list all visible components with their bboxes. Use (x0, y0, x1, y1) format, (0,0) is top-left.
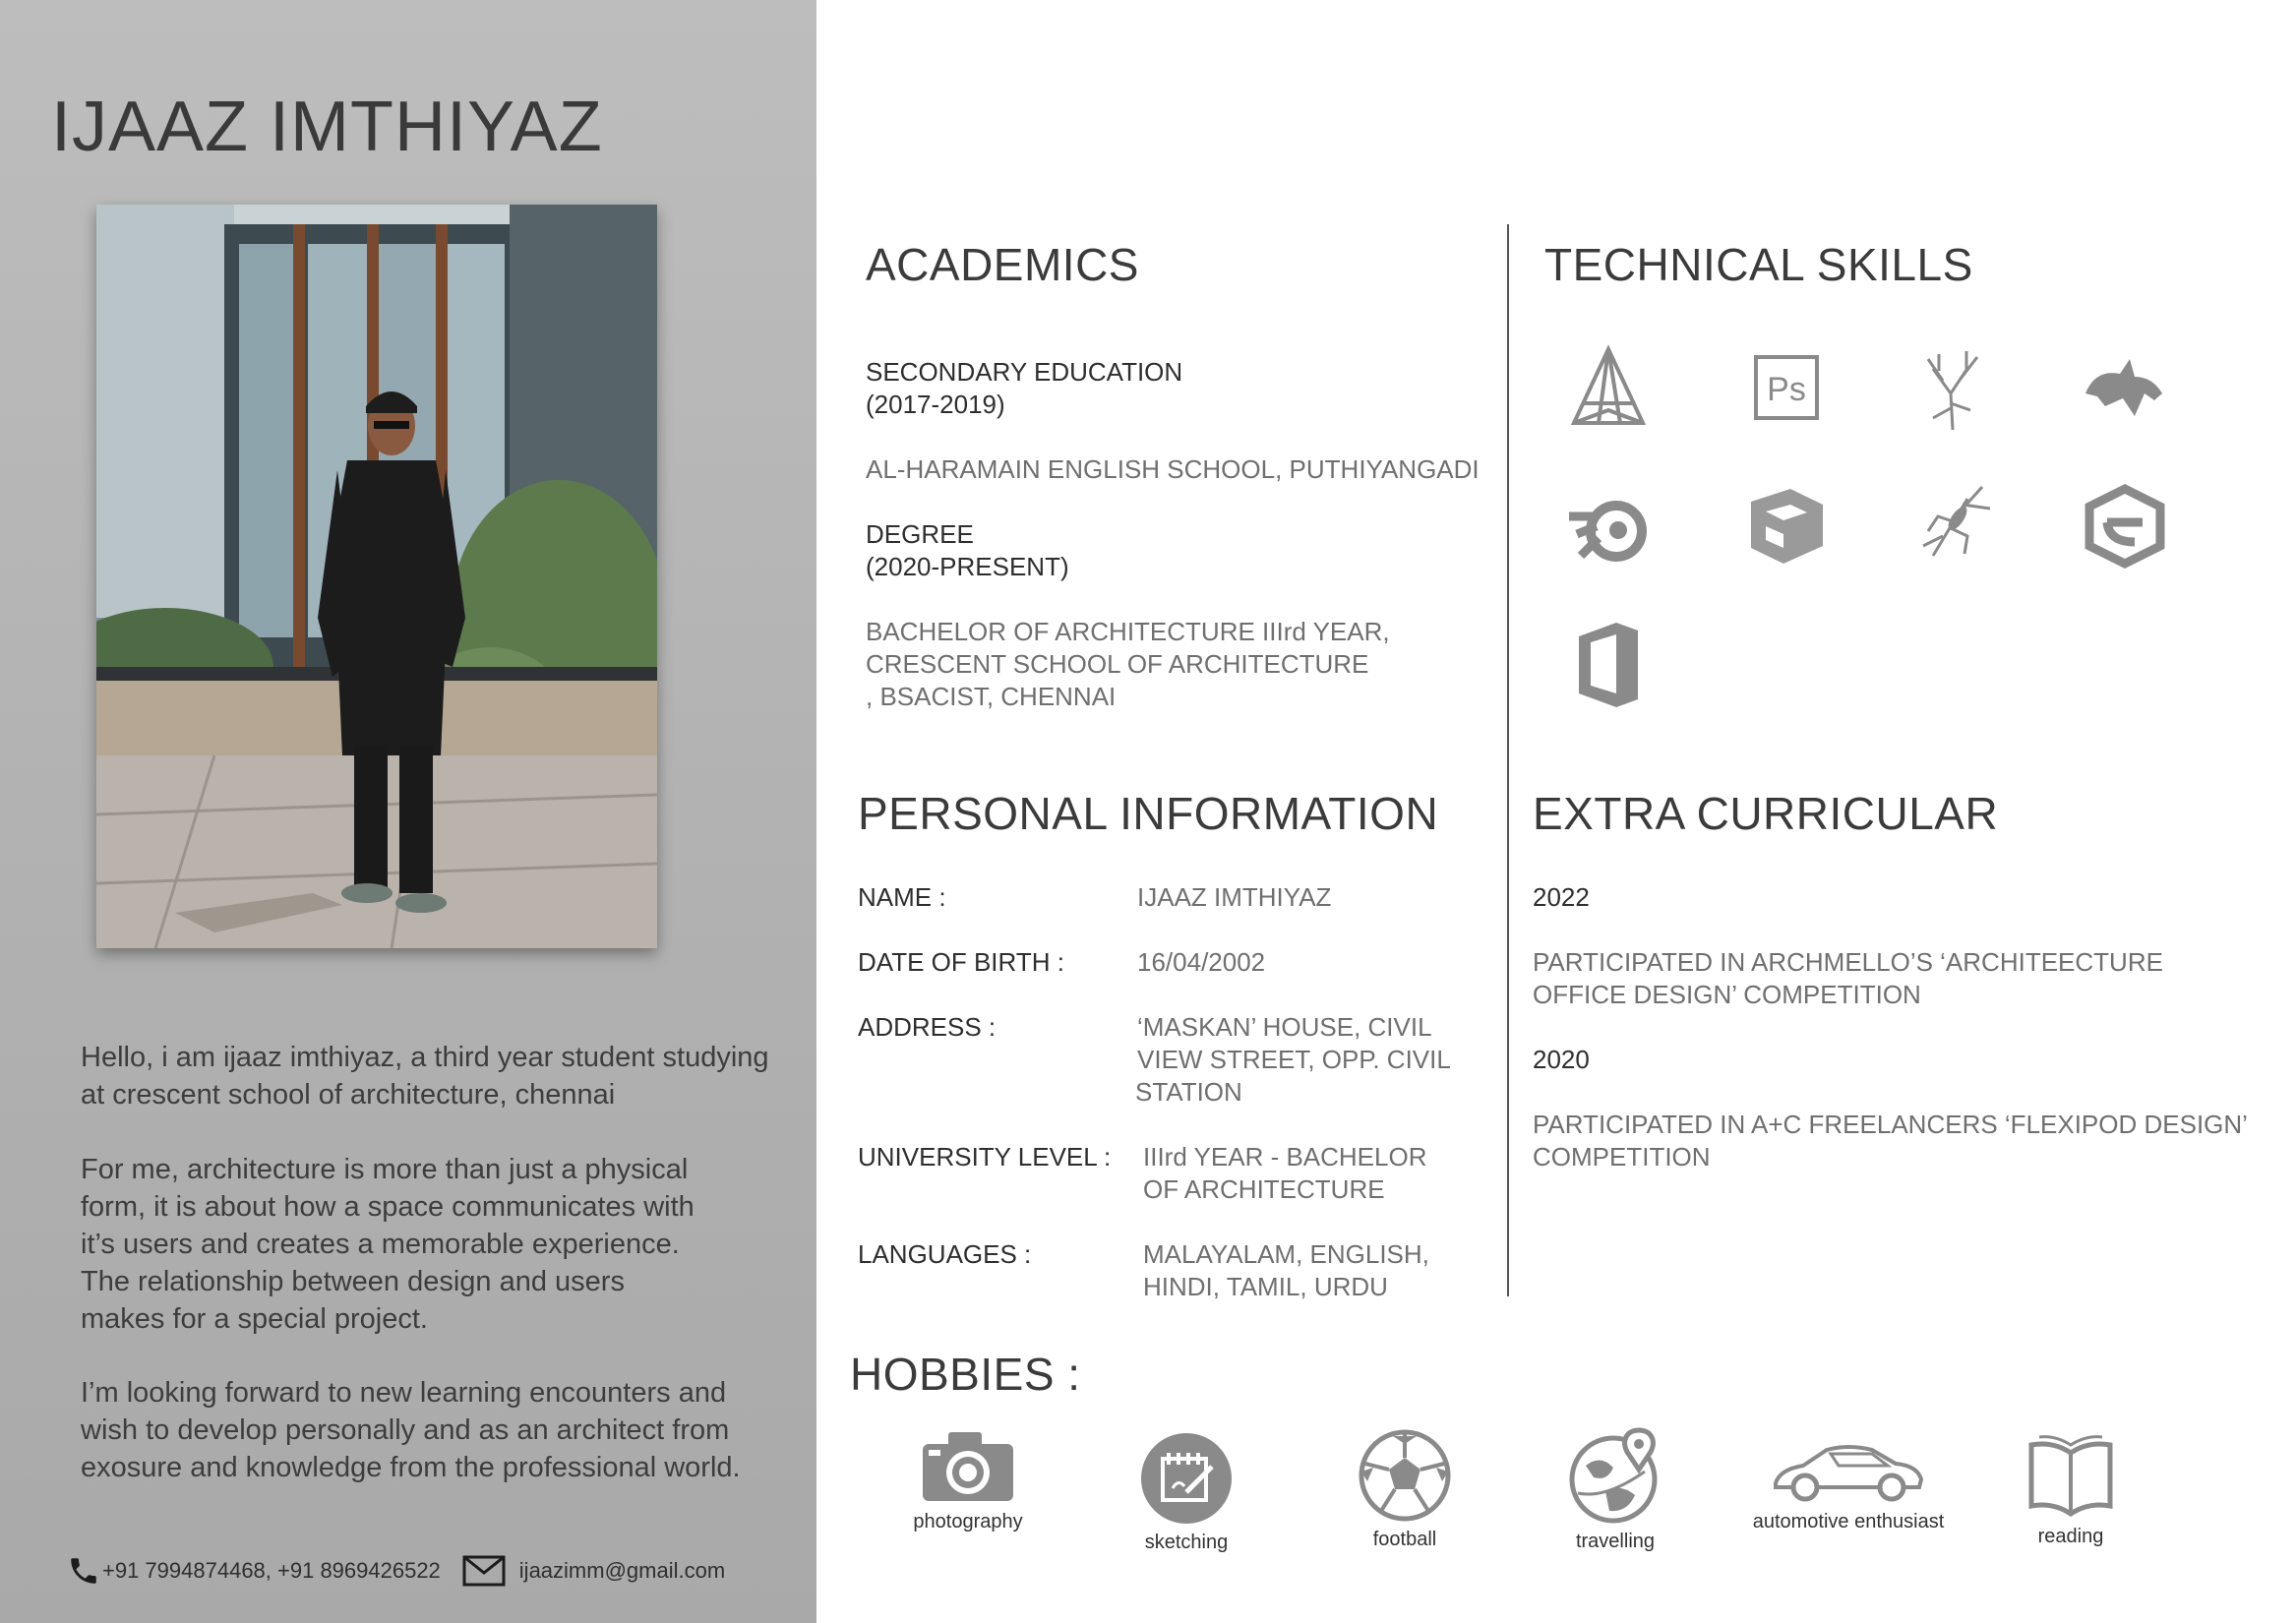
hobby-label: travelling (1575, 1531, 1656, 1552)
profile-photo (96, 205, 657, 948)
extra-entry-2-line-1: PARTICIPATED IN A+C FREELANCERS ‘FLEXIPOD DESIGN’ (1533, 1110, 2248, 1139)
hobby-label: automotive enthusiast (1752, 1511, 1945, 1533)
degree-line-1: BACHELOR OF ARCHITECTURE IIIrd YEAR, (866, 617, 1390, 646)
rhino-icon (2076, 339, 2174, 438)
globe-pin-icon (1512, 1426, 1719, 1525)
secondary-years: (2017-2019) (866, 390, 1005, 419)
hobby-label: football (1372, 1529, 1437, 1550)
bio-paragraph-3: I’m looking forward to new learning encounters and wish to develop personally and as an architect from exosure and knowledge from the professional world. (81, 1377, 741, 1483)
photoshop-icon (1736, 339, 1835, 438)
sketchpad-icon (1083, 1431, 1290, 1526)
hobby-label: photography (913, 1511, 1023, 1533)
envelope-icon (462, 1555, 506, 1587)
lumion-icon (1903, 339, 2002, 438)
svg-text:Ps: Ps (1767, 371, 1806, 408)
address-line-2: VIEW STREET, OPP. CIVIL (1137, 1045, 1451, 1074)
hobby-reading (1967, 1431, 2174, 1548)
email-address[interactable]: ijaazimm@gmail.com (518, 1558, 726, 1583)
degree-line-2: CRESCENT SCHOOL OF ARCHITECTURE (866, 649, 1369, 679)
name-label: NAME : (858, 882, 946, 912)
football-icon (1301, 1428, 1508, 1523)
extra-entry-2-line-2: COMPETITION (1533, 1142, 1711, 1172)
grasshopper-icon (1903, 477, 2002, 575)
camera-icon (865, 1426, 1071, 1505)
hobby-football (1301, 1428, 1508, 1551)
address-line-1: ‘MASKAN’ HOUSE, CIVIL (1137, 1012, 1432, 1042)
hobby-travelling (1512, 1426, 1719, 1553)
languages-line-2: HINDI, TAMIL, URDU (1143, 1272, 1388, 1301)
university-line-2: OF ARCHITECTURE (1143, 1174, 1385, 1204)
book-icon (1967, 1431, 2174, 1520)
contact-info (67, 1554, 725, 1588)
bio-paragraph-1: Hello, i am ijaaz imthiyaz, a third year student studying at crescent school of architecture, chennai (81, 1042, 769, 1111)
hobby-photography (865, 1426, 1071, 1533)
office-icon (1559, 615, 1658, 713)
university-label: UNIVERSITY LEVEL : (858, 1142, 1112, 1172)
car-icon (1745, 1436, 1952, 1505)
name-value: IJAAZ IMTHIYAZ (1137, 882, 1332, 912)
secondary-title: SECONDARY EDUCATION (866, 357, 1183, 387)
degree-line-3: , BSACIST, CHENNAI (866, 682, 1117, 711)
technical-skills-heading: TECHNICAL SKILLS (1544, 239, 1973, 290)
profile-sidebar (0, 0, 816, 1623)
hobby-label: sketching (1144, 1532, 1229, 1553)
languages-label: LANGUAGES : (858, 1239, 1032, 1269)
bio-paragraph-2: For me, architecture is more than just a physical form, it is about how a space communicates with it’s users and creates a memorable experience. The relationship between design and users makes for a special project. (81, 1154, 695, 1335)
phone-numbers[interactable]: +91 7994874468, +91 8969426522 (102, 1558, 441, 1583)
phone-icon (67, 1554, 100, 1588)
extra-entry-1-line-2: OFFICE DESIGN’ COMPETITION (1533, 980, 1921, 1009)
address-label: ADDRESS : (858, 1012, 997, 1042)
autocad-icon (1559, 339, 1658, 438)
academics-heading: ACADEMICS (866, 239, 1139, 290)
degree-title: DEGREE (866, 519, 974, 549)
address-line-3: STATION (1135, 1077, 1242, 1107)
dob-label: DATE OF BIRTH : (858, 947, 1064, 977)
secondary-school: AL-HARAMAIN ENGLISH SCHOOL, PUTHIYANGADI (866, 454, 1480, 484)
university-line-1: IIIrd YEAR - BACHELOR (1143, 1142, 1427, 1172)
dob-value: 16/04/2002 (1137, 947, 1266, 977)
hobby-sketching (1083, 1431, 1290, 1554)
sketchup-icon (1736, 477, 1835, 575)
enscape-icon (2076, 477, 2174, 575)
hobby-label: reading (2037, 1526, 2104, 1547)
hobbies-heading: HOBBIES : (850, 1349, 1081, 1400)
name-title: IJAAZ IMTHIYAZ (51, 88, 603, 166)
languages-line-1: MALAYALAM, ENGLISH, (1143, 1239, 1429, 1269)
blender-icon (1559, 477, 1658, 575)
column-divider (1507, 224, 1509, 1296)
hobby-automotive (1745, 1436, 1952, 1533)
extra-entry-1-line-1: PARTICIPATED IN ARCHMELLO’S ‘ARCHITEECTURE (1533, 947, 2163, 977)
extra-year-2: 2020 (1533, 1045, 1590, 1074)
personal-info-heading: PERSONAL INFORMATION (858, 788, 1439, 839)
extra-curricular-heading: EXTRA CURRICULAR (1533, 788, 1999, 839)
degree-years: (2020-PRESENT) (866, 552, 1069, 581)
extra-year-1: 2022 (1533, 882, 1590, 912)
